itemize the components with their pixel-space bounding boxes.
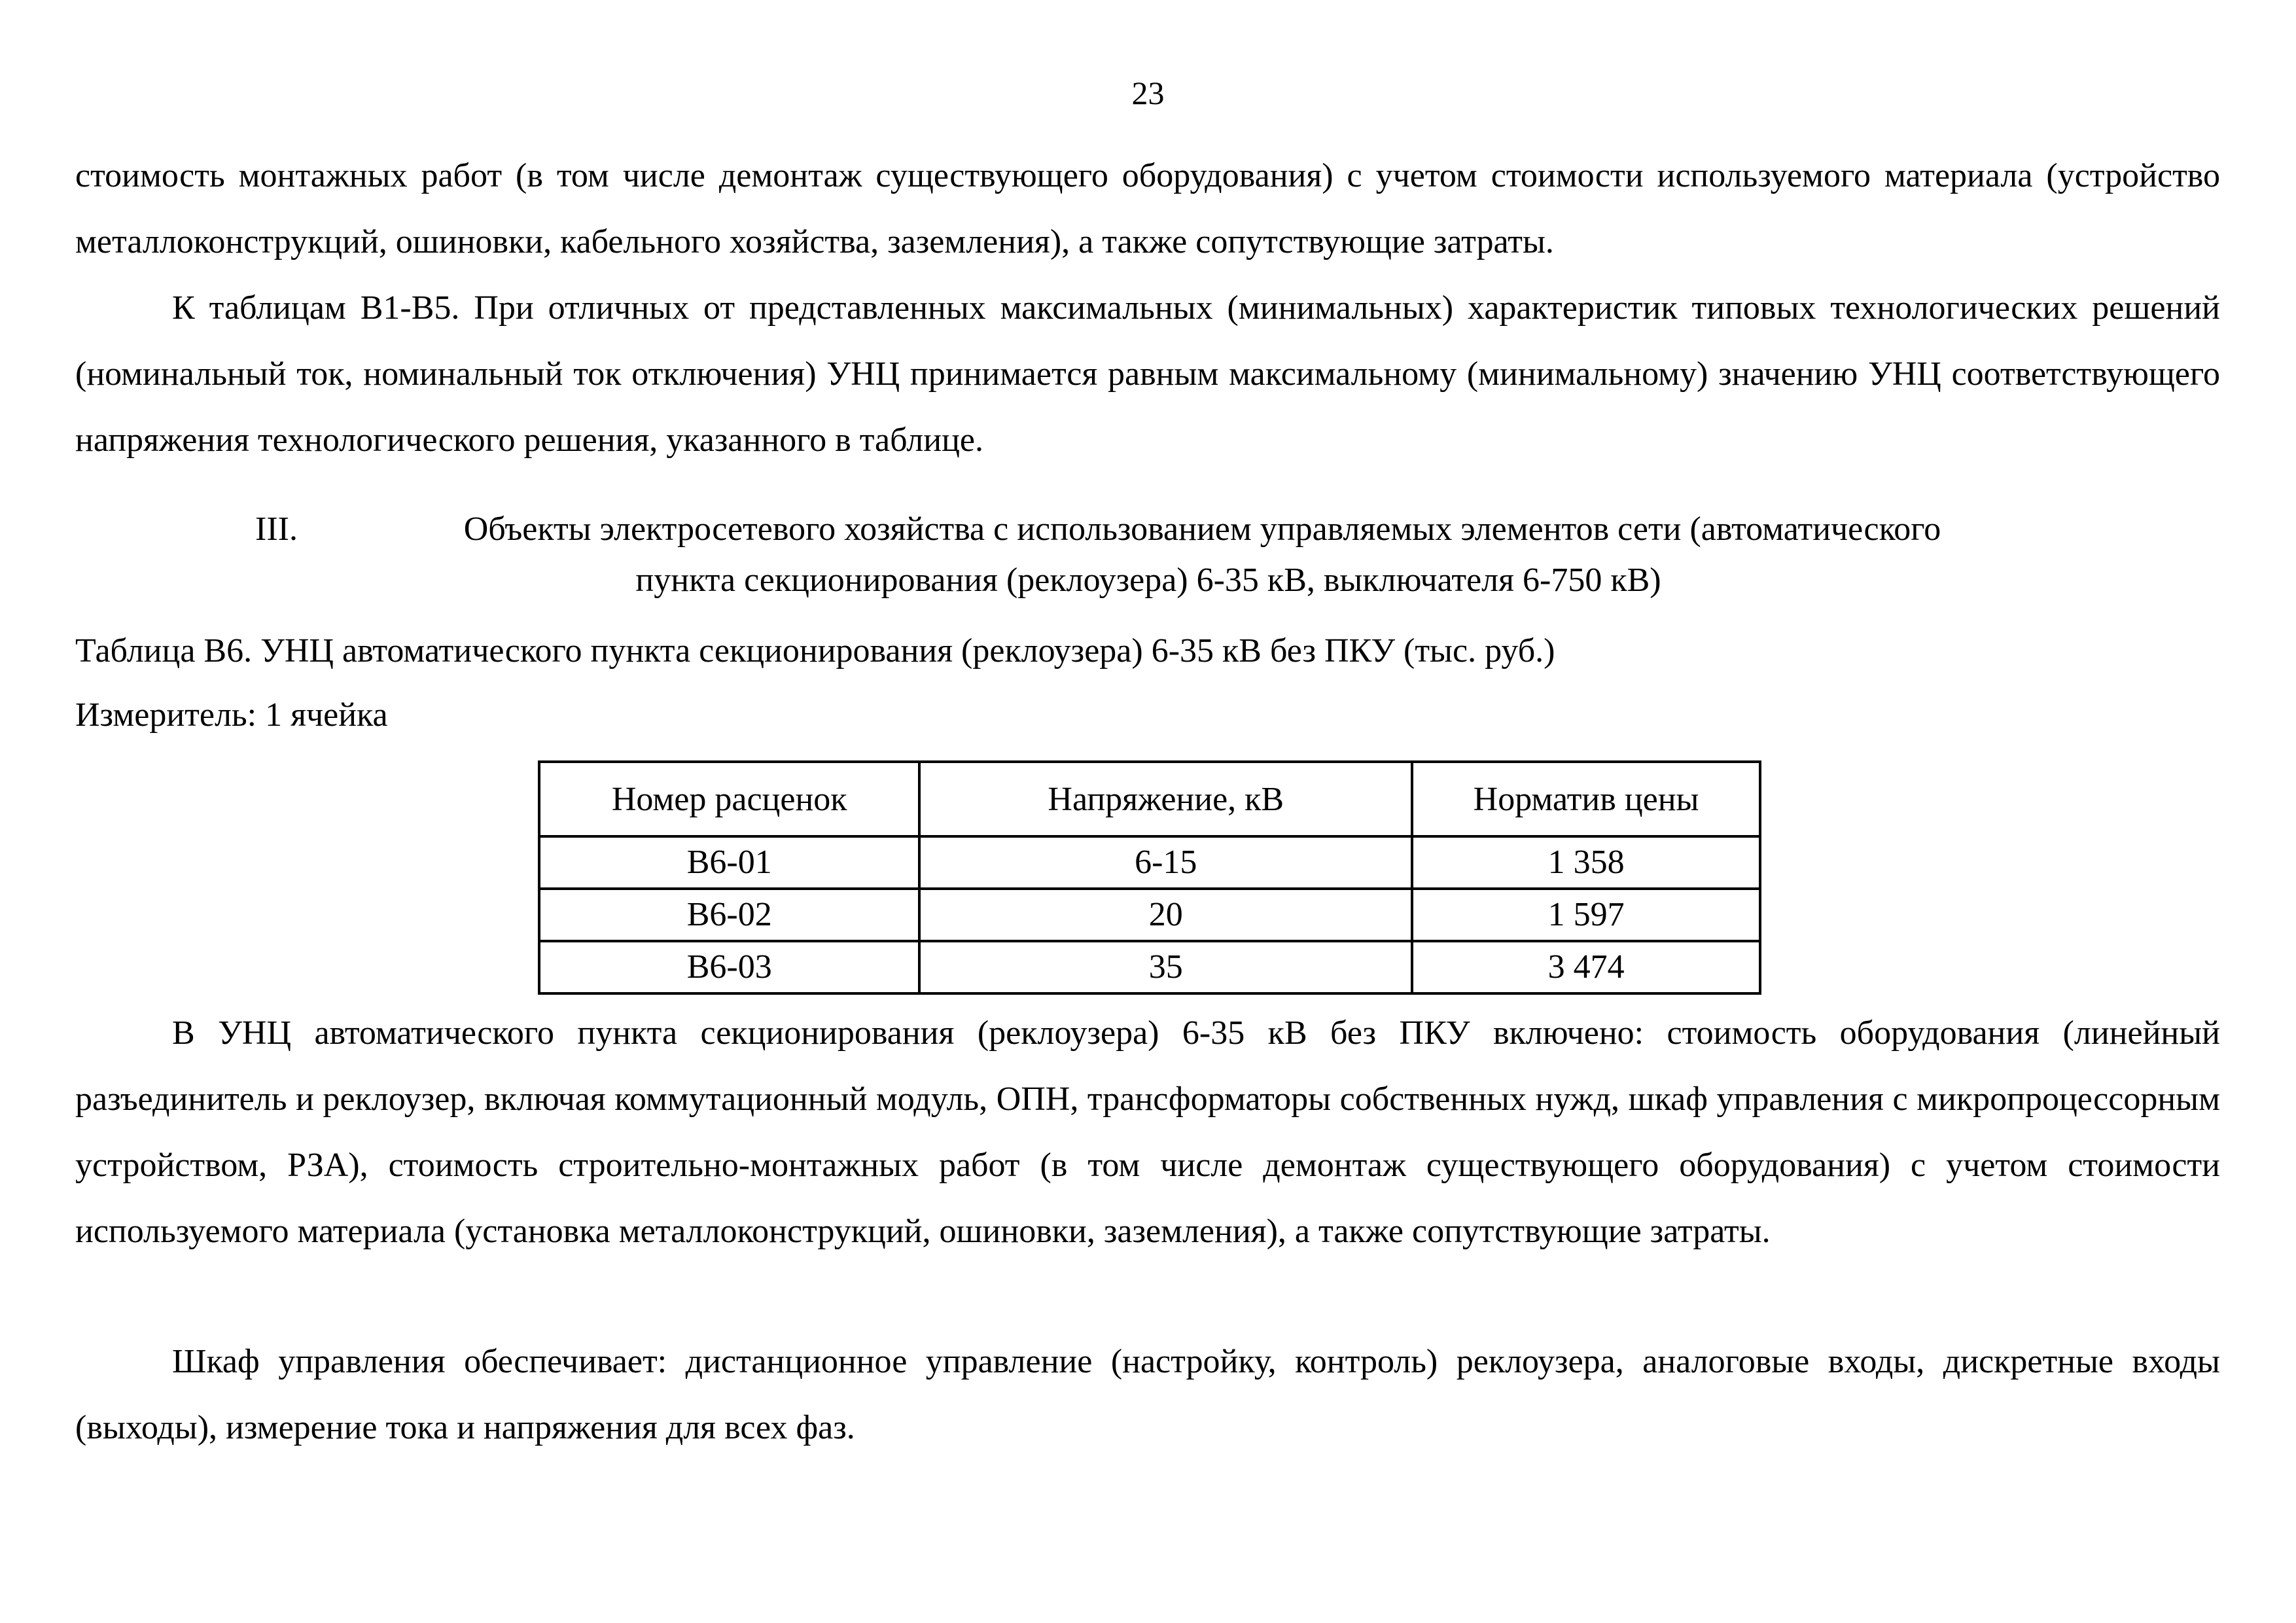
paragraph-control-cabinet: Шкаф управления обеспечивает: дистанционное управление (настройку, контроль) реклоузера, аналоговые входы, дискретные входы (выходы), измерение тока и напряжения для всех фаз. bbox=[75, 1343, 2220, 1446]
header-voltage: Напряжение, кВ bbox=[919, 762, 1412, 836]
paragraph-tables-b1-b5: К таблицам В1-В5. При отличных от представленных максимальных (минимальных) характеристик типовых технологических решений (номинальный ток, номинальный ток отключения) УНЦ принимается равным максимальному (минимальному) значению УНЦ соответствующего напряжения технологического решения, указанного в таблице. bbox=[75, 289, 2220, 459]
paragraph-included-costs: В УНЦ автоматического пункта секционирования (реклоузера) 6-35 кВ без ПКУ включено: стоимость оборудования (линейный разъединитель и реклоузер, включая коммутационный модуль, ОПН, трансформаторы собственных нужд, шкаф управления с микропроцессорным устройством, РЗА), стоимость строительно-монтажных работ (в том числе демонтаж существующего оборудования) с учетом стоимости используемого материала (установка металлоконструкций, ошиновки, заземления), а также сопутствующие затраты. bbox=[75, 1014, 2220, 1250]
cell-price-number: В6-01 bbox=[539, 836, 919, 889]
price-table bbox=[538, 760, 1761, 995]
cell-voltage: 35 bbox=[919, 941, 1412, 993]
measure-unit: Измеритель: 1 ячейка bbox=[75, 696, 388, 734]
table-row bbox=[539, 941, 1760, 993]
cell-price-norm: 3 474 bbox=[1412, 941, 1760, 993]
table-row bbox=[539, 836, 1760, 889]
page-number: 23 bbox=[1131, 75, 1165, 111]
table-caption: Таблица В6. УНЦ автоматического пункта секционирования (реклоузера) 6-35 кВ без ПКУ (тыс. руб.) bbox=[75, 632, 1555, 669]
section-heading bbox=[255, 504, 2041, 606]
table-header-row bbox=[539, 762, 1760, 836]
cell-price-norm: 1 597 bbox=[1412, 889, 1760, 941]
paragraph-installation-cost: стоимость монтажных работ (в том числе демонтаж существующего оборудования) с учетом стоимости используемого материала (устройство металлоконструкций, ошиновки, кабельного хозяйства, заземления), а также сопутствующие затраты. bbox=[75, 157, 2220, 260]
section-number: III. bbox=[255, 510, 298, 548]
cell-price-norm: 1 358 bbox=[1412, 836, 1760, 889]
header-price-norm: Норматив цены bbox=[1412, 762, 1760, 836]
section-title-line1: Объекты электросетевого хозяйства с использованием управляемых элементов сети (автоматического bbox=[463, 510, 1941, 548]
header-price-number: Номер расценок bbox=[539, 762, 919, 836]
table-row bbox=[539, 889, 1760, 941]
cell-price-number: В6-02 bbox=[539, 889, 919, 941]
cell-voltage: 6-15 bbox=[919, 836, 1412, 889]
cell-price-number: В6-03 bbox=[539, 941, 919, 993]
section-title-line2: пункта секционирования (реклоузера) 6-35 кВ, выключателя 6-750 кВ) bbox=[635, 562, 1661, 599]
cell-voltage: 20 bbox=[919, 889, 1412, 941]
